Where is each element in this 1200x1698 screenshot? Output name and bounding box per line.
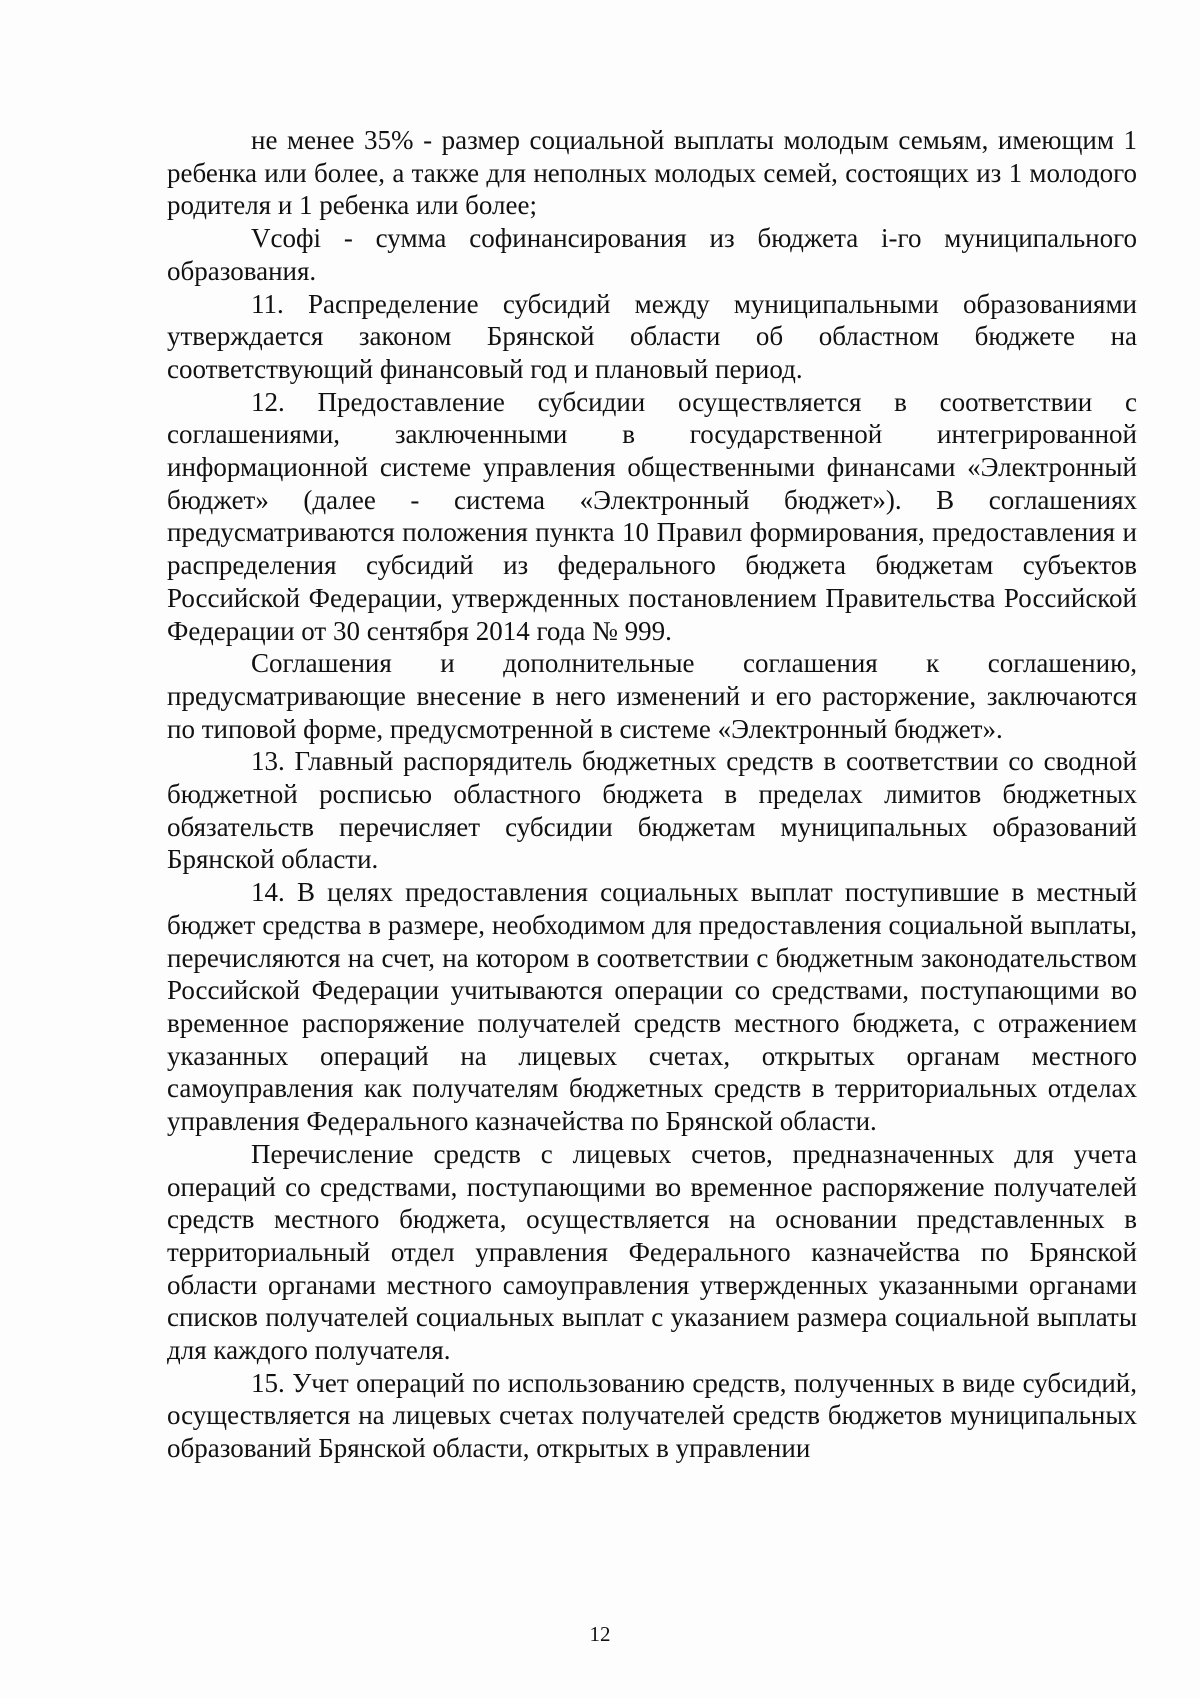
paragraph-11: 11. Распределение субсидий между муниципальными образованиями утверждается законом Брянской области об областном бюджете на соответствующий финансовый год и плановый период.	[167, 288, 1137, 384]
paragraph-social-payment-share: не менее 35% - размер социальной выплаты молодым семьям, имеющим 1 ребенка или более, а также для неполных молодых семей, состоящих из 1 молодого родителя и 1 ребенка или более;	[167, 125, 1137, 221]
document-body	[167, 124, 1137, 1465]
paragraph-12: 12. Предоставление субсидии осуществляется в соответствии с соглашениями, заключенными в государственной интегрированной информационной системе управления общественными финансами «Электронный бюджет» (далее - система «Электронный бюджет»). В соглашениях предусматриваются положения пункта 10 Правил формирования, предоставления и распределения субсидий из федерального бюджета бюджетам субъектов Российской Федерации, утвержденных постановлением Правительства Российской Федерации от 30 сентября 2014 года № 999.	[167, 386, 1137, 646]
paragraph-14: 14. В целях предоставления социальных выплат поступившие в местный бюджет средства в размере, необходимом для предоставления социальной выплаты, перечисляются на счет, на котором в соответствии с бюджетным законодательством Российской Федерации учитываются операции со средствами, поступающими во временное распоряжение получателей средств местного бюджета, с отражением указанных операций на лицевых счетах, открытых органам местного самоуправления как получателям бюджетных средств в территориальных отделах управления Федерального казначейства по Брянской области.	[167, 877, 1137, 1137]
paragraph-15: 15. Учет операций по использованию средств, полученных в виде субсидий, осуществляется на лицевых счетах получателей средств бюджетов муниципальных образований Брянской области, открытых в управлении	[167, 1367, 1137, 1464]
paragraph-transfer-of-funds: Перечисление средств с лицевых счетов, предназначенных для учета операций со средствами, поступающими во временное распоряжение получателей средств местного бюджета, осуществляется на основании представленных в территориальный отдел управления Федерального казначейства по Брянской области органами местного самоуправления утвержденных указанными органами списков получателей социальных выплат с указанием размера социальной выплаты для каждого получателя.	[167, 1138, 1137, 1366]
paragraph-13: 13. Главный распорядитель бюджетных средств в соответствии со сводной бюджетной росписью областного бюджета в пределах лимитов бюджетных обязательств перечисляет субсидии бюджетам муниципальных образований Брянской области.	[167, 746, 1137, 875]
paragraph-cofinancing-sum: Vсофi - сумма софинансирования из бюджета i-го муниципального образования.	[167, 223, 1137, 286]
paragraph-agreements: Соглашения и дополнительные соглашения к соглашению, предусматривающие внесение в него изменений и его расторжение, заключаются по типовой форме, предусмотренной в системе «Электронный бюджет».	[167, 648, 1137, 744]
page-number: 12	[589, 1622, 611, 1646]
